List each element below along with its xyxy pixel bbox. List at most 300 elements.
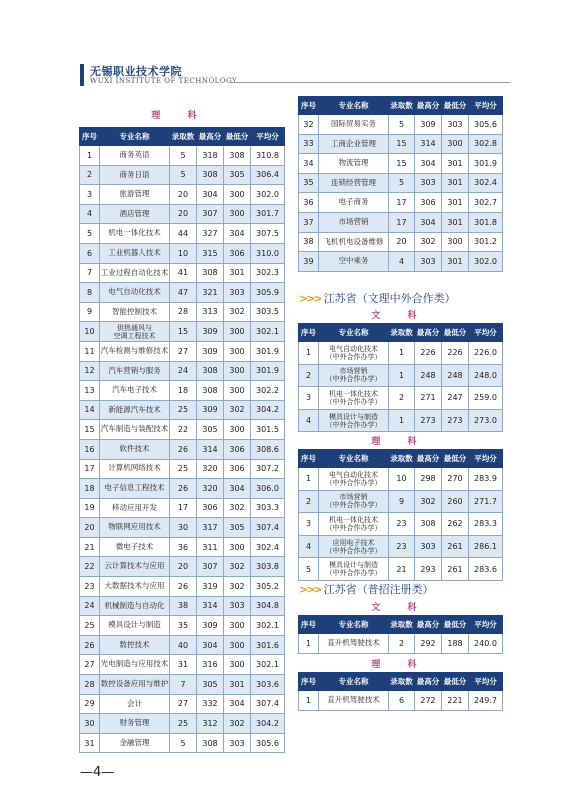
- column-header: 序号: [299, 97, 319, 115]
- table-cell: 27: [80, 655, 100, 675]
- major-name-cell: 财务管理: [100, 714, 170, 734]
- table-row: [299, 490, 503, 513]
- table-cell: 1: [389, 342, 415, 365]
- table-cell: 317: [197, 518, 224, 538]
- table-row: [299, 342, 503, 365]
- table-cell: 305.2: [251, 577, 285, 597]
- table-cell: 308: [197, 381, 224, 401]
- table-cell: 307: [197, 557, 224, 577]
- table-cell: 307: [197, 204, 224, 224]
- column-header: 最低分: [224, 128, 251, 146]
- table-cell: 261: [442, 558, 469, 581]
- table-cell: 300: [442, 134, 469, 154]
- table-cell: 36: [170, 537, 197, 557]
- table-cell: 303: [442, 115, 469, 135]
- table-cell: 20: [389, 232, 415, 252]
- major-name-cell: 工商企业管理: [319, 134, 389, 154]
- table-cell: 9: [80, 302, 100, 322]
- major-name-cell: 市场营销: [319, 212, 389, 232]
- table-cell: 24: [80, 596, 100, 616]
- table-cell: 41: [170, 263, 197, 283]
- table-row: [80, 361, 285, 381]
- table-row: [80, 635, 285, 655]
- major-name-cell: 机电一体化技术 （中外合作办学）: [319, 387, 389, 410]
- table-cell: 314: [197, 439, 224, 459]
- column-header: 最低分: [442, 324, 469, 342]
- logo-bar: [80, 64, 84, 86]
- table-cell: 23: [389, 513, 415, 536]
- table-cell: 240.0: [469, 634, 503, 654]
- column-header: 最高分: [197, 128, 224, 146]
- table-cell: 283.3: [469, 513, 503, 536]
- table-row: [80, 341, 285, 361]
- table-cell: 304.2: [251, 400, 285, 420]
- table-cell: 26: [170, 577, 197, 597]
- table-cell: 307.4: [251, 518, 285, 538]
- table-cell: 17: [80, 459, 100, 479]
- table-cell: 38: [299, 232, 319, 252]
- table-row: [80, 694, 285, 714]
- table-cell: 302: [224, 302, 251, 322]
- table-cell: 315: [197, 243, 224, 263]
- table-cell: 301.7: [251, 204, 285, 224]
- table-row: [299, 252, 503, 272]
- table-cell: 314: [197, 596, 224, 616]
- table-cell: 300: [224, 655, 251, 675]
- major-name-cell: 机电一体化技术 （中外合作办学）: [319, 513, 389, 536]
- table-cell: 301.2: [469, 232, 503, 252]
- table-cell: 5: [299, 558, 319, 581]
- column-header: 专业名称: [319, 616, 389, 634]
- table-row: [299, 634, 503, 654]
- table-cell: 302: [224, 577, 251, 597]
- major-name-cell: 电子信息工程技术: [100, 479, 170, 499]
- table-cell: 247: [442, 387, 469, 410]
- table-cell: 15: [170, 322, 197, 342]
- table-row: [80, 400, 285, 420]
- column-header: 录取数: [389, 673, 415, 691]
- table-row: [80, 439, 285, 459]
- page-header: [70, 60, 510, 88]
- table-cell: 261: [442, 535, 469, 558]
- table-header-row: [299, 616, 503, 634]
- table-cell: 305: [224, 518, 251, 538]
- table-cell: 303: [415, 252, 442, 272]
- table-cell: 273.0: [469, 409, 503, 432]
- table-row: [299, 154, 503, 174]
- table-cell: 1: [299, 342, 319, 365]
- major-name-cell: 会计: [100, 694, 170, 714]
- table-cell: 39: [299, 252, 319, 272]
- major-name-cell: 模具设计与制造: [100, 616, 170, 636]
- column-header: 专业名称: [100, 128, 170, 146]
- table-row: [299, 232, 503, 252]
- table-cell: 307.2: [251, 459, 285, 479]
- table-cell: 27: [170, 341, 197, 361]
- table-cell: 309: [197, 322, 224, 342]
- table-row: [299, 115, 503, 135]
- table-cell: 318: [197, 146, 224, 166]
- table-cell: 301.8: [469, 212, 503, 232]
- table-cell: 300: [442, 232, 469, 252]
- table-cell: 22: [170, 420, 197, 440]
- score-table-register-li: [298, 672, 503, 711]
- table-cell: 306: [224, 243, 251, 263]
- column-header: 录取数: [389, 616, 415, 634]
- table-cell: 1: [80, 146, 100, 166]
- caption-joint-li: 理 科: [371, 437, 429, 447]
- table-cell: 302: [224, 714, 251, 734]
- score-table-register-wen: [298, 615, 503, 654]
- table-header-row: [299, 97, 503, 115]
- table-cell: 4: [80, 204, 100, 224]
- table-cell: 31: [80, 733, 100, 753]
- table-cell: 5: [389, 173, 415, 193]
- table-cell: 300: [224, 381, 251, 401]
- table-cell: 321: [197, 283, 224, 303]
- column-header: 录取数: [389, 97, 415, 115]
- table-cell: 306: [415, 193, 442, 213]
- table-cell: 27: [170, 694, 197, 714]
- major-name-cell: 电气自动化技术: [100, 283, 170, 303]
- table-row: [299, 193, 503, 213]
- table-cell: 3: [299, 513, 319, 536]
- table-cell: 26: [170, 479, 197, 499]
- table-cell: 303: [415, 535, 442, 558]
- table-row: [299, 409, 503, 432]
- table-cell: 308: [197, 361, 224, 381]
- table-cell: 273: [415, 409, 442, 432]
- table-cell: 5: [170, 165, 197, 185]
- table-cell: 306.4: [251, 165, 285, 185]
- table-row: [80, 596, 285, 616]
- column-header: 序号: [80, 128, 100, 146]
- table-cell: 21: [389, 558, 415, 581]
- table-cell: 301: [224, 675, 251, 695]
- column-header: 最低分: [442, 97, 469, 115]
- table-cell: 15: [80, 420, 100, 440]
- major-name-cell: 商务英语: [100, 146, 170, 166]
- major-name-cell: 数控设备应用与维护: [100, 675, 170, 695]
- table-cell: 300: [224, 420, 251, 440]
- table-cell: 301: [224, 263, 251, 283]
- table-cell: 300: [224, 204, 251, 224]
- table-cell: 30: [80, 714, 100, 734]
- score-table-left: [79, 127, 285, 753]
- major-name-cell: 市场营销 （中外合作办学）: [319, 364, 389, 387]
- table-cell: 34: [299, 154, 319, 174]
- column-header: 最高分: [415, 324, 442, 342]
- table-cell: 17: [170, 498, 197, 518]
- caption-register-li: 理 科: [371, 660, 429, 670]
- major-name-cell: 汽车制造与装配技术: [100, 420, 170, 440]
- table-cell: 286.1: [469, 535, 503, 558]
- table-cell: 298: [415, 468, 442, 491]
- table-cell: 327: [197, 224, 224, 244]
- table-cell: 20: [170, 557, 197, 577]
- school-name-cn: 无锡职业技术学院: [90, 65, 182, 78]
- column-header: 最高分: [415, 450, 442, 468]
- section-title-joint: [299, 290, 456, 306]
- table-cell: 271: [415, 387, 442, 410]
- table-cell: 35: [299, 173, 319, 193]
- table-cell: 300: [224, 185, 251, 205]
- table-cell: 309: [197, 400, 224, 420]
- major-name-cell: 电气自动化技术 （中外合作办学）: [319, 342, 389, 365]
- table-cell: 302.4: [469, 173, 503, 193]
- table-cell: 305: [224, 165, 251, 185]
- table-cell: 221: [442, 691, 469, 711]
- table-cell: 303.6: [251, 675, 285, 695]
- table-cell: 15: [389, 134, 415, 154]
- section-title-register-text: 江苏省（普招注册类）: [323, 583, 434, 596]
- table-cell: 300: [224, 635, 251, 655]
- table-row: [80, 185, 285, 205]
- table-row: [80, 165, 285, 185]
- major-name-cell: 电子商务: [319, 193, 389, 213]
- table-row: [299, 468, 503, 491]
- table-row: [80, 714, 285, 734]
- section-title-register: [299, 581, 434, 597]
- major-name-cell: 微电子技术: [100, 537, 170, 557]
- table-row: [299, 387, 503, 410]
- table-cell: 302: [415, 490, 442, 513]
- major-name-cell: 大数据技术与应用: [100, 577, 170, 597]
- table-cell: 6: [389, 691, 415, 711]
- table-row: [80, 498, 285, 518]
- table-cell: 300: [224, 341, 251, 361]
- table-cell: 332: [197, 694, 224, 714]
- table-cell: 302: [415, 232, 442, 252]
- table-cell: 313: [197, 302, 224, 322]
- table-cell: 283.9: [469, 468, 503, 491]
- table-row: [80, 577, 285, 597]
- table-cell: 12: [80, 361, 100, 381]
- table-row: [80, 243, 285, 263]
- table-row: [299, 558, 503, 581]
- table-cell: 4: [299, 535, 319, 558]
- table-cell: 272: [415, 691, 442, 711]
- school-name-en: WUXI INSTITUTE OF TECHNOLOGY: [90, 77, 238, 85]
- table-row: [299, 535, 503, 558]
- major-name-cell: 汽车营销与服务: [100, 361, 170, 381]
- table-cell: 302.1: [251, 655, 285, 675]
- header-rule: [230, 82, 510, 83]
- table-row: [80, 204, 285, 224]
- major-name-cell: 空中乘务: [319, 252, 389, 272]
- table-cell: 23: [80, 577, 100, 597]
- column-header: 录取数: [170, 128, 197, 146]
- major-name-cell: 云计算技术与应用: [100, 557, 170, 577]
- major-name-cell: 飞机机电设备维修: [319, 232, 389, 252]
- table-row: [80, 518, 285, 538]
- table-cell: 262: [442, 513, 469, 536]
- major-name-cell: 数控技术: [100, 635, 170, 655]
- table-cell: 301: [442, 212, 469, 232]
- table-cell: 22: [80, 557, 100, 577]
- table-cell: 10: [80, 322, 100, 342]
- major-name-cell: 汽车电子技术: [100, 381, 170, 401]
- table-cell: 301: [442, 193, 469, 213]
- table-cell: 2: [389, 387, 415, 410]
- major-name-cell: 模具设计与制造 （中外合作办学）: [319, 558, 389, 581]
- table-cell: 309: [197, 616, 224, 636]
- table-cell: 20: [170, 204, 197, 224]
- table-cell: 5: [389, 115, 415, 135]
- table-cell: 302.0: [469, 252, 503, 272]
- table-cell: 2: [299, 490, 319, 513]
- table-cell: 305: [197, 420, 224, 440]
- table-cell: 1: [299, 691, 319, 711]
- table-cell: 305.9: [251, 283, 285, 303]
- table-row: [299, 134, 503, 154]
- major-name-cell: 机械制造与自动化: [100, 596, 170, 616]
- table-row: [80, 381, 285, 401]
- major-name-cell: 机电一体化技术: [100, 224, 170, 244]
- caption-left-li: 理 科: [151, 111, 209, 121]
- major-name-cell: 市场营销 （中外合作办学）: [319, 490, 389, 513]
- major-name-cell: 直升机驾驶技术: [319, 634, 389, 654]
- table-cell: 248: [415, 364, 442, 387]
- table-row: [80, 733, 285, 753]
- table-cell: 303.5: [251, 302, 285, 322]
- arrows-icon: >>>: [299, 292, 321, 305]
- table-row: [80, 263, 285, 283]
- table-header-row: [299, 673, 503, 691]
- table-cell: 16: [80, 439, 100, 459]
- table-cell: 306: [197, 498, 224, 518]
- table-cell: 302: [224, 557, 251, 577]
- table-cell: 293: [415, 558, 442, 581]
- table-cell: 25: [170, 400, 197, 420]
- table-cell: 2: [389, 634, 415, 654]
- table-cell: 248: [442, 364, 469, 387]
- table-cell: 24: [170, 361, 197, 381]
- table-cell: 21: [80, 537, 100, 557]
- table-cell: 9: [389, 490, 415, 513]
- column-header: 最高分: [415, 616, 442, 634]
- table-cell: 7: [80, 263, 100, 283]
- table-row: [80, 322, 285, 342]
- score-table-joint-wen: [298, 323, 503, 432]
- column-header: 平均分: [469, 616, 503, 634]
- column-header: 专业名称: [319, 450, 389, 468]
- table-cell: 304: [415, 212, 442, 232]
- major-name-cell: 工业机器人技术: [100, 243, 170, 263]
- table-cell: 7: [170, 675, 197, 695]
- table-cell: 302.2: [251, 381, 285, 401]
- column-header: 专业名称: [319, 673, 389, 691]
- table-row: [80, 283, 285, 303]
- table-cell: 312: [197, 714, 224, 734]
- table-cell: 14: [80, 400, 100, 420]
- table-cell: 302.7: [469, 193, 503, 213]
- column-header: 平均分: [469, 324, 503, 342]
- table-cell: 303: [224, 733, 251, 753]
- column-header: 最高分: [415, 673, 442, 691]
- table-cell: 320: [197, 479, 224, 499]
- table-cell: 302: [224, 400, 251, 420]
- table-cell: 3: [299, 387, 319, 410]
- table-cell: 40: [170, 635, 197, 655]
- table-cell: 4: [299, 409, 319, 432]
- table-cell: 302.0: [251, 185, 285, 205]
- table-cell: 273: [442, 409, 469, 432]
- table-row: [80, 420, 285, 440]
- table-cell: 4: [389, 252, 415, 272]
- table-cell: 188: [442, 634, 469, 654]
- table-row: [80, 675, 285, 695]
- table-cell: 20: [170, 185, 197, 205]
- table-cell: 302.8: [469, 134, 503, 154]
- table-cell: 26: [80, 635, 100, 655]
- table-row: [80, 224, 285, 244]
- table-cell: 20: [80, 518, 100, 538]
- major-name-cell: 直升机驾驶技术: [319, 691, 389, 711]
- table-cell: 18: [170, 381, 197, 401]
- table-cell: 301.5: [251, 420, 285, 440]
- table-row: [299, 173, 503, 193]
- table-cell: 260: [442, 490, 469, 513]
- column-header: 最高分: [415, 97, 442, 115]
- table-cell: 5: [170, 146, 197, 166]
- table-cell: 305: [197, 675, 224, 695]
- table-cell: 304.2: [251, 714, 285, 734]
- table-cell: 249.7: [469, 691, 503, 711]
- major-name-cell: 应用电子技术 （中外合作办学）: [319, 535, 389, 558]
- column-header: 平均分: [469, 450, 503, 468]
- table-cell: 301: [442, 154, 469, 174]
- table-cell: 292: [415, 634, 442, 654]
- table-cell: 3: [80, 185, 100, 205]
- table-row: [80, 537, 285, 557]
- table-cell: 33: [299, 134, 319, 154]
- score-table-right-top: [298, 96, 503, 272]
- table-cell: 304: [197, 635, 224, 655]
- table-cell: 301: [442, 173, 469, 193]
- column-header: 专业名称: [319, 324, 389, 342]
- table-cell: 30: [170, 518, 197, 538]
- major-name-cell: 国际贸易实务: [319, 115, 389, 135]
- column-header: 专业名称: [319, 97, 389, 115]
- table-cell: 311: [197, 537, 224, 557]
- table-cell: 18: [80, 479, 100, 499]
- table-cell: 1: [389, 364, 415, 387]
- table-cell: 308: [197, 263, 224, 283]
- table-cell: 303: [224, 596, 251, 616]
- table-cell: 47: [170, 283, 197, 303]
- major-name-cell: 供热通风与 空调工程技术: [100, 322, 170, 342]
- table-cell: 271.7: [469, 490, 503, 513]
- major-name-cell: 工业过程自动化技术: [100, 263, 170, 283]
- table-cell: 302.4: [251, 537, 285, 557]
- table-cell: 300: [224, 616, 251, 636]
- table-cell: 304.8: [251, 596, 285, 616]
- table-cell: 35: [170, 616, 197, 636]
- table-cell: 10: [389, 468, 415, 491]
- major-name-cell: 物联网应用技术: [100, 518, 170, 538]
- table-row: [299, 513, 503, 536]
- table-cell: 301.9: [469, 154, 503, 174]
- table-cell: 25: [80, 616, 100, 636]
- column-header: 平均分: [251, 128, 285, 146]
- table-cell: 302.1: [251, 616, 285, 636]
- column-header: 序号: [299, 450, 319, 468]
- table-cell: 5: [170, 733, 197, 753]
- table-cell: 302.3: [251, 263, 285, 283]
- table-cell: 303: [415, 173, 442, 193]
- column-header: 录取数: [389, 324, 415, 342]
